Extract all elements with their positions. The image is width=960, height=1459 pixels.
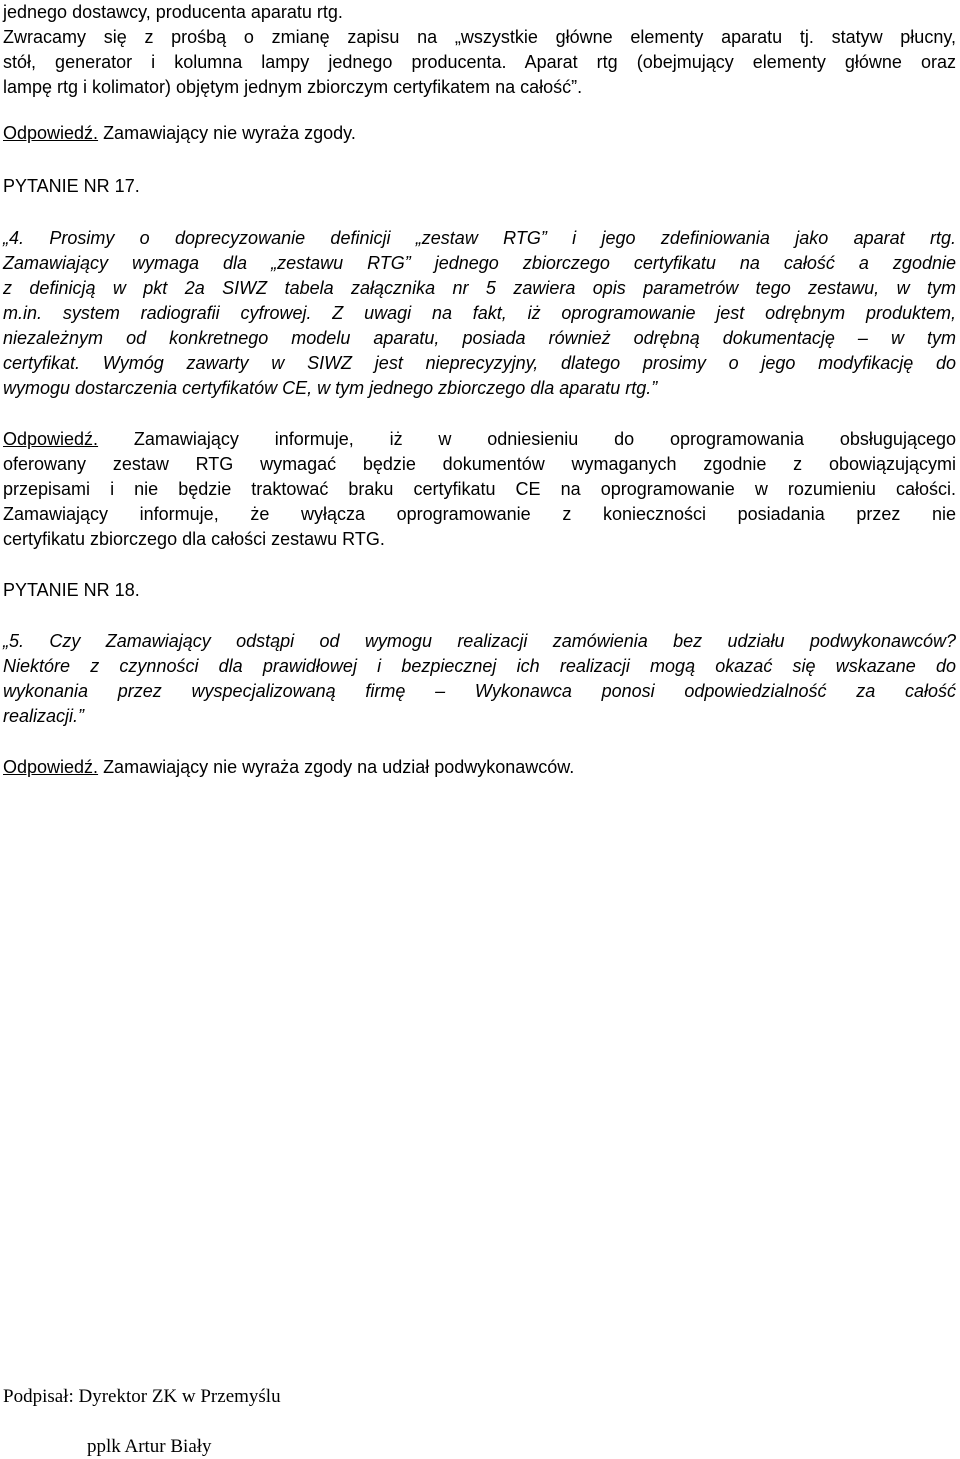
q17-line-7: wymogu dostarczenia certyfikatów CE, w tym jednego zbiorczego dla aparatu rtg.” (3, 378, 658, 398)
q17-answer-line-3: przepisami i nie będzie traktować braku certyfikatu CE na oprogramowanie w rozumieniu całości. (3, 479, 956, 499)
q18-line-1: „5. Czy Zamawiający odstąpi od wymogu realizacji zamówienia bez udziału podwykonawców? (3, 631, 956, 651)
q18-line-3: wykonania przez wyspecjalizowaną firmę – Wykonawca ponosi odpowiedzialność za całość (3, 681, 956, 701)
q17-answer-line-5: certyfikatu zbiorczego dla całości zestawu RTG. (3, 529, 385, 549)
answer-text: Zamawiający nie wyraża zgody na udział podwykonawców. (98, 757, 575, 777)
answer-text: Zamawiający nie wyraża zgody. (98, 123, 356, 143)
q17-heading: PYTANIE NR 17. (3, 176, 140, 196)
intro-line-2: Zwracamy się z prośbą o zmianę zapisu na „wszystkie główne elementy aparatu tj. statyw płucny, (3, 27, 956, 47)
intro-answer (3, 121, 956, 146)
q18-question (3, 629, 956, 729)
signature-line: Podpisał: Dyrektor ZK w Przemyślu (3, 1386, 281, 1407)
q17-line-5: niezależnym od konkretnego modelu aparatu, posiada również odrębną dokumentację – w tym (3, 328, 956, 348)
q17-line-2: Zamawiający wymaga dla „zestawu RTG” jednego zbiorczego certyfikatu na całość a zgodnie (3, 253, 956, 273)
q18-heading: PYTANIE NR 18. (3, 580, 140, 600)
answer-label: Odpowiedź. (3, 123, 99, 143)
q17-line-1: „4. Prosimy o doprecyzowanie definicji „zestaw RTG” i jego zdefiniowania jako aparat rtg. (3, 228, 956, 248)
answer-label: Odpowiedź. (3, 757, 99, 777)
signatory-name: pplk Artur Biały (87, 1436, 212, 1457)
q17-question (3, 226, 956, 401)
q18-line-2: Niektóre z czynności dla prawidłowej i bezpiecznej ich realizacji mogą okazać się wskazane do (3, 656, 956, 676)
intro-section (3, 0, 956, 100)
intro-line-4: lampę rtg i kolimator) objętym jednym zbiorczym certyfikatem na całość”. (3, 77, 583, 97)
answer-label: Odpowiedź. (3, 429, 99, 449)
q17-answer-line-1 (3, 427, 956, 452)
q17-line-3: z definicją w pkt 2a SIWZ tabela załącznika nr 5 zawiera opis parametrów tego zestawu, w tym (3, 278, 956, 298)
q17-answer-line-4: Zamawiający informuje, że wyłącza oprogramowanie z konieczności posiadania przez nie (3, 504, 956, 524)
q17-line-6: certyfikat. Wymóg zawarty w SIWZ jest nieprecyzyjny, dlatego prosimy o jego modyfikację do (3, 353, 956, 373)
q17-answer (3, 427, 956, 552)
q17-answer-line-2: oferowany zestaw RTG wymagać będzie dokumentów wymaganych zgodnie z obowiązującymi (3, 454, 956, 474)
q18-answer (3, 755, 956, 780)
intro-line-1: jednego dostawcy, producenta aparatu rtg. (3, 2, 343, 22)
q18-line-4: realizacji.” (3, 706, 85, 726)
q17-line-4: m.in. system radiografii cyfrowej. Z uwagi na fakt, iż oprogramowanie jest odrębnym produktem, (3, 303, 956, 323)
intro-line-3: stół, generator i kolumna lampy jednego producenta. Aparat rtg (obejmujący elementy główne oraz (3, 52, 956, 72)
answer-text: Zamawiający informuje, iż w odniesieniu do oprogramowania obsługującego (98, 429, 956, 449)
